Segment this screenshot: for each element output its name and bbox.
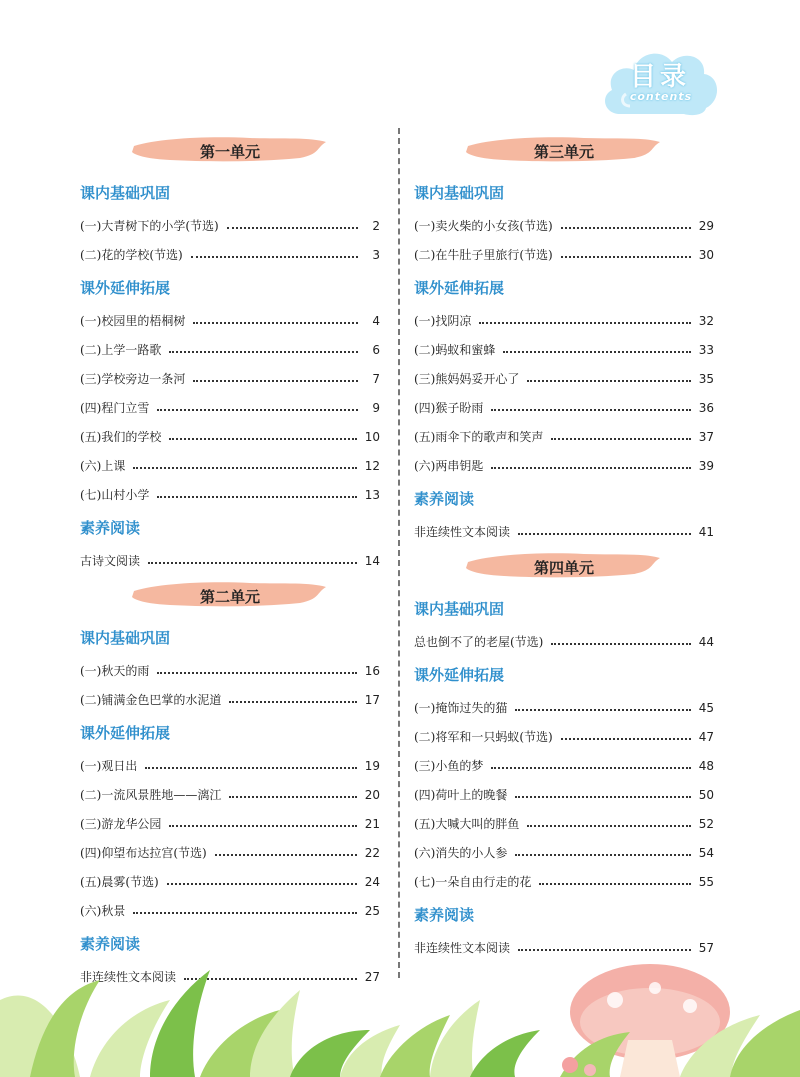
page-number: 55	[698, 874, 714, 889]
page-number: 12	[364, 458, 380, 473]
dot-leader	[527, 825, 690, 827]
section-title: 素养阅读	[414, 490, 475, 508]
dot-leader	[515, 796, 690, 798]
toc-entry-title: (一)秋天的雨	[80, 664, 150, 678]
toc-entry-title: (六)两串钥匙	[414, 459, 484, 473]
toc-entry-title: (二)花的学校(节选)	[80, 248, 183, 262]
toc-entry-title: (五)我们的学校	[80, 430, 162, 444]
toc-entry[interactable]	[80, 867, 380, 896]
dot-leader	[169, 351, 358, 353]
toc-entry[interactable]	[414, 751, 714, 780]
dot-leader	[518, 533, 691, 535]
toc-left-column	[80, 130, 380, 991]
toc-entry[interactable]	[80, 240, 380, 269]
toc-entry-title: (四)荷叶上的晚餐	[414, 788, 508, 802]
toc-entry-title: 总也倒不了的老屋(节选)	[414, 635, 544, 649]
toc-entry[interactable]	[80, 393, 380, 422]
toc-entry-title: 古诗文阅读	[80, 554, 141, 568]
section-title: 课外延伸拓展	[414, 279, 505, 297]
toc-entry[interactable]	[414, 627, 714, 656]
toc-entry[interactable]	[414, 867, 714, 896]
dot-leader	[169, 825, 356, 827]
toc-entry[interactable]	[80, 306, 380, 335]
toc-entry-title: (一)校园里的梧桐树	[80, 314, 186, 328]
toc-entry[interactable]	[414, 393, 714, 422]
section-title: 课外延伸拓展	[414, 666, 505, 684]
dot-leader	[157, 496, 356, 498]
dot-leader	[491, 409, 690, 411]
toc-entry-title: 非连续性文本阅读	[414, 525, 511, 539]
dot-leader	[561, 256, 691, 258]
page-number: 7	[372, 371, 380, 386]
toc-entry[interactable]	[414, 211, 714, 240]
page-number: 19	[364, 758, 380, 773]
page-number: 13	[364, 487, 380, 502]
toc-entry-title: (二)在牛肚子里旅行(节选)	[414, 248, 553, 262]
page-number: 4	[372, 313, 380, 328]
unit-header	[414, 546, 714, 590]
toc-entry[interactable]	[414, 306, 714, 335]
section-title: 课外延伸拓展	[80, 724, 171, 742]
dot-leader	[193, 322, 358, 324]
dot-leader	[515, 854, 690, 856]
page-number: 16	[364, 663, 380, 678]
page-number: 54	[698, 845, 714, 860]
dot-leader	[169, 438, 356, 440]
toc-entry[interactable]	[80, 656, 380, 685]
dot-leader	[148, 562, 357, 564]
page-number: 21	[364, 816, 380, 831]
toc-entry[interactable]	[80, 546, 380, 575]
toc-entry-title: (七)一朵自由行走的花	[414, 875, 532, 889]
page-number: 22	[364, 845, 380, 860]
unit-title: 第四单元	[533, 559, 594, 577]
page-number: 25	[364, 903, 380, 918]
dot-leader	[479, 322, 690, 324]
toc-entry[interactable]	[80, 809, 380, 838]
page-number: 45	[698, 700, 714, 715]
toc-entry-title: (二)一流风景胜地——漓江	[80, 788, 222, 802]
dot-leader	[491, 767, 690, 769]
page-title: 目录	[629, 62, 690, 92]
section-title: 素养阅读	[80, 935, 141, 953]
toc-entry[interactable]	[414, 422, 714, 451]
toc-entry[interactable]	[80, 364, 380, 393]
dot-leader	[167, 883, 357, 885]
dot-leader	[229, 701, 356, 703]
toc-entry[interactable]	[414, 451, 714, 480]
unit-title: 第一单元	[199, 143, 260, 161]
page-number: 48	[698, 758, 714, 773]
page-number: 36	[698, 400, 714, 415]
toc-entry-title: (七)山村小学	[80, 488, 150, 502]
toc-entry-title: (六)上课	[80, 459, 126, 473]
toc-entry-title: (一)观日出	[80, 759, 138, 773]
toc-entry[interactable]	[414, 364, 714, 393]
toc-entry-title: 非连续性文本阅读	[80, 970, 177, 984]
dot-leader	[527, 380, 690, 382]
page-number: 14	[364, 553, 380, 568]
toc-entry-title: (四)仰望布达拉宫(节选)	[80, 846, 207, 860]
unit-header	[80, 130, 380, 174]
toc-entry[interactable]	[414, 838, 714, 867]
dot-leader	[145, 767, 356, 769]
page-subtitle: contents	[629, 90, 693, 103]
page-number: 29	[698, 218, 714, 233]
toc-entry-title: (五)雨伞下的歌声和笑声	[414, 430, 544, 444]
toc-entry-title: (二)将军和一只蚂蚁(节选)	[414, 730, 553, 744]
unit-header	[414, 130, 714, 174]
page-number: 9	[372, 400, 380, 415]
toc-entry-title: (二)上学一路歌	[80, 343, 162, 357]
dot-leader	[191, 256, 358, 258]
page-number: 32	[698, 313, 714, 328]
page-number: 30	[698, 247, 714, 262]
toc-entry[interactable]	[80, 751, 380, 780]
dot-leader	[551, 438, 690, 440]
page-number: 33	[698, 342, 714, 357]
toc-entry-title: (二)蚂蚁和蜜蜂	[414, 343, 496, 357]
dot-leader	[515, 709, 690, 711]
toc-entry[interactable]	[414, 335, 714, 364]
page-number: 47	[698, 729, 714, 744]
page-number: 17	[364, 692, 380, 707]
dot-leader	[133, 467, 356, 469]
toc-entry[interactable]	[80, 451, 380, 480]
section-title: 课内基础巩固	[414, 600, 505, 618]
page-number: 44	[698, 634, 714, 649]
toc-entry-title: (三)游龙华公园	[80, 817, 162, 831]
grass-decoration	[0, 940, 800, 1077]
dot-leader	[157, 672, 356, 674]
dot-leader	[491, 467, 690, 469]
unit-title: 第三单元	[533, 143, 594, 161]
page-number: 24	[364, 874, 380, 889]
dot-leader	[503, 351, 690, 353]
toc-entry[interactable]	[80, 211, 380, 240]
page-number: 35	[698, 371, 714, 386]
toc-entry-title: (三)小鱼的梦	[414, 759, 484, 773]
page-number: 6	[372, 342, 380, 357]
dot-leader	[227, 227, 358, 229]
toc-entry-title: (三)学校旁边一条河	[80, 372, 186, 386]
toc-entry-title: (五)晨雾(节选)	[80, 875, 159, 889]
toc-entry-title: 非连续性文本阅读	[414, 941, 511, 955]
toc-entry[interactable]	[414, 809, 714, 838]
page-number: 20	[364, 787, 380, 802]
toc-entry[interactable]	[80, 780, 380, 809]
dot-leader	[539, 883, 690, 885]
page-number: 39	[698, 458, 714, 473]
toc-entry[interactable]	[414, 693, 714, 722]
page-number: 10	[364, 429, 380, 444]
section-title: 课外延伸拓展	[80, 279, 171, 297]
page-number: 52	[698, 816, 714, 831]
toc-entry-title: (六)消失的小人参	[414, 846, 508, 860]
page-number: 2	[372, 218, 380, 233]
toc-entry-title: (一)找阴凉	[414, 314, 472, 328]
toc-entry-title: (一)大青树下的小学(节选)	[80, 219, 219, 233]
toc-entry-title: (二)铺满金色巴掌的水泥道	[80, 693, 222, 707]
section-title: 课内基础巩固	[80, 184, 171, 202]
section-title: 素养阅读	[80, 519, 141, 537]
column-divider	[398, 128, 400, 978]
toc-entry[interactable]	[414, 780, 714, 809]
section-title: 课内基础巩固	[414, 184, 505, 202]
toc-entry[interactable]	[80, 896, 380, 925]
unit-header	[80, 575, 380, 619]
toc-entry[interactable]	[80, 480, 380, 509]
section-title: 素养阅读	[414, 906, 475, 924]
toc-entry[interactable]	[80, 335, 380, 364]
dot-leader	[551, 643, 690, 645]
toc-entry-title: (五)大喊大叫的胖鱼	[414, 817, 520, 831]
toc-entry-title: (三)熊妈妈妥开心了	[414, 372, 520, 386]
toc-entry[interactable]	[80, 685, 380, 714]
dot-leader	[193, 380, 358, 382]
dot-leader	[215, 854, 357, 856]
contents-badge	[600, 44, 722, 118]
toc-entry-title: (四)程门立雪	[80, 401, 150, 415]
toc-entry-title: (六)秋景	[80, 904, 126, 918]
toc-entry[interactable]	[414, 240, 714, 269]
dot-leader	[133, 912, 356, 914]
toc-entry-title: (一)掩饰过失的猫	[414, 701, 508, 715]
toc-right-column	[414, 130, 714, 962]
dot-leader	[561, 738, 691, 740]
page-number: 41	[698, 524, 714, 539]
page-number: 3	[372, 247, 380, 262]
dot-leader	[561, 227, 691, 229]
dot-leader	[229, 796, 356, 798]
dot-leader	[157, 409, 358, 411]
toc-entry-title: (四)猴子盼雨	[414, 401, 484, 415]
toc-entry[interactable]	[414, 722, 714, 751]
toc-entry[interactable]	[80, 838, 380, 867]
unit-title: 第二单元	[199, 588, 260, 606]
toc-entry[interactable]	[80, 422, 380, 451]
page-number: 50	[698, 787, 714, 802]
page-number: 37	[698, 429, 714, 444]
section-title: 课内基础巩固	[80, 629, 171, 647]
toc-entry-title: (一)卖火柴的小女孩(节选)	[414, 219, 553, 233]
page-number: 57	[698, 940, 714, 955]
toc-entry[interactable]	[414, 517, 714, 546]
page-number: 27	[364, 969, 380, 984]
